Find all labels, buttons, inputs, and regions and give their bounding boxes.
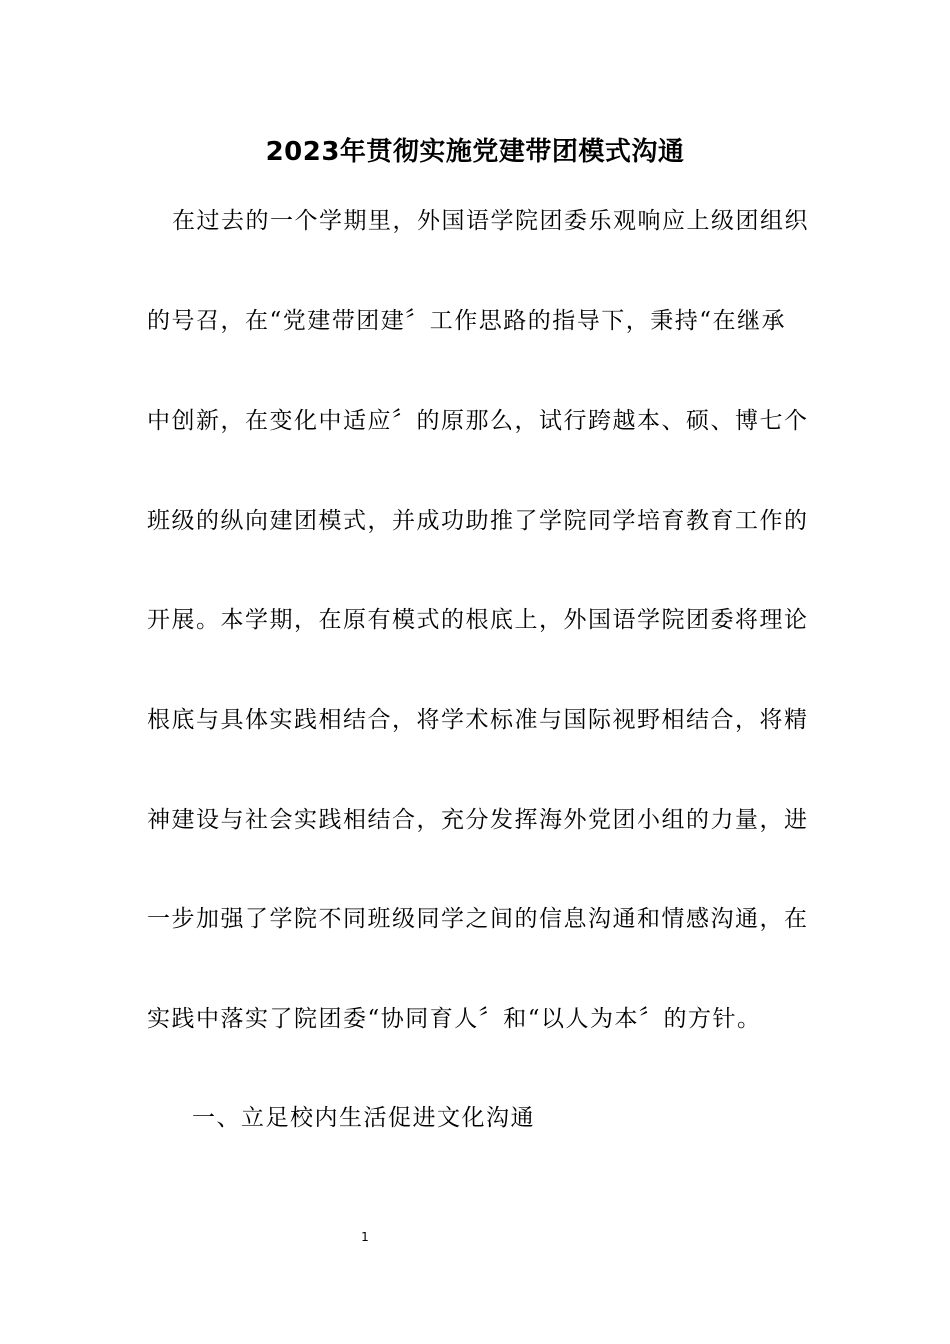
paragraph-line-3: 中创新，在变化中适应〞的原那么，试行跨越本、硕、博七个 xyxy=(147,408,809,434)
paragraph-line-6: 根底与具体实践相结合，将学术标准与国际视野相结合，将精 xyxy=(147,707,809,733)
section-heading: 一、立足校内生活促进文化沟通 xyxy=(192,1105,535,1131)
paragraph-line-9: 实践中落实了院团委“协同育人〞和“以人为本〞的方针。 xyxy=(147,1006,762,1032)
document-title: 2023年贯彻实施党建带团模式沟通 xyxy=(265,137,685,167)
paragraph-line-4: 班级的纵向建团模式，并成功助推了学院同学培育教育工作的 xyxy=(147,508,809,534)
paragraph-line-7: 神建设与社会实践相结合，充分发挥海外党团小组的力量，进 xyxy=(147,807,809,833)
paragraph-line-8: 一步加强了学院不同班级同学之间的信息沟通和情感沟通，在 xyxy=(147,906,809,932)
paragraph-line-5: 开展。本学期，在原有模式的根底上，外国语学院团委将理论 xyxy=(147,607,809,633)
paragraph-line-1: 在过去的一个学期里，外国语学院团委乐观响应上级团组织 xyxy=(172,208,809,234)
page-number: 1 xyxy=(361,1230,369,1244)
paragraph-line-2: 的号召，在“党建带团建〞工作思路的指导下，秉持“在继承 xyxy=(147,308,787,334)
